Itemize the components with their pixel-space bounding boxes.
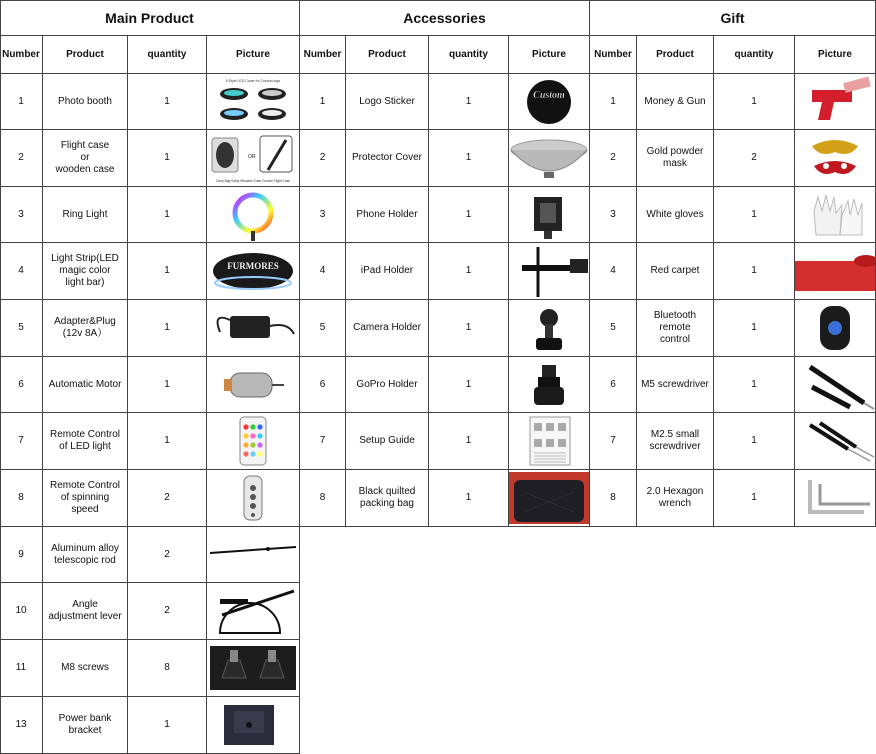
item-quantity: 1 <box>714 74 795 130</box>
item-number: 2 <box>0 130 43 187</box>
red-carpet-icon <box>795 245 876 297</box>
item-picture <box>795 243 876 300</box>
item-picture <box>207 583 300 640</box>
phone-holder-icon <box>509 189 590 241</box>
item-quantity: 1 <box>128 413 207 470</box>
item-number: 11 <box>0 640 43 697</box>
adapter-icon <box>208 302 298 354</box>
column-header: Picture <box>207 36 300 74</box>
gloves-icon <box>795 189 876 241</box>
setup-guide-icon <box>509 415 590 467</box>
item-picture <box>509 300 590 357</box>
item-picture <box>795 470 876 527</box>
item-picture <box>207 413 300 470</box>
item-picture <box>207 527 300 583</box>
telescopic-rod-icon <box>208 529 298 581</box>
hex-wrench-icon <box>795 472 876 524</box>
item-number: 3 <box>0 187 43 243</box>
item-picture <box>207 640 300 697</box>
item-number: 4 <box>0 243 43 300</box>
angle-lever-icon <box>208 585 298 637</box>
item-number: 8 <box>300 470 346 527</box>
item-quantity: 1 <box>128 74 207 130</box>
item-quantity: 1 <box>128 130 207 187</box>
item-quantity: 1 <box>429 300 509 357</box>
item-picture <box>795 300 876 357</box>
m8-screws-icon <box>208 642 298 694</box>
power-bank-bracket-icon <box>208 699 298 751</box>
item-number: 4 <box>590 243 637 300</box>
item-quantity: 1 <box>714 470 795 527</box>
item-picture <box>207 130 300 187</box>
item-number: 7 <box>590 413 637 470</box>
column-header: Product <box>43 36 128 74</box>
item-quantity: 2 <box>714 130 795 187</box>
light-strip-icon <box>208 245 298 297</box>
item-product: Flight case or wooden case <box>43 130 128 187</box>
item-number: 7 <box>300 413 346 470</box>
item-picture <box>795 74 876 130</box>
item-quantity: 2 <box>128 583 207 640</box>
section-title-gift: Gift <box>590 0 876 36</box>
money-gun-icon <box>795 76 876 128</box>
item-number: 6 <box>300 357 346 413</box>
item-picture <box>207 470 300 527</box>
item-number: 8 <box>590 470 637 527</box>
svg-text:FURMORES: FURMORES <box>227 261 279 271</box>
item-product: Phone Holder <box>346 187 429 243</box>
item-quantity: 1 <box>714 413 795 470</box>
item-quantity: 1 <box>714 357 795 413</box>
item-picture <box>207 357 300 413</box>
item-picture <box>509 470 590 527</box>
item-quantity: 1 <box>128 243 207 300</box>
item-product: Power bank bracket <box>43 697 128 754</box>
mask-icon <box>795 132 876 184</box>
item-product: White gloves <box>637 187 714 243</box>
item-quantity: 1 <box>714 300 795 357</box>
item-picture <box>207 74 300 130</box>
column-header: quantity <box>128 36 207 74</box>
item-picture <box>207 243 300 300</box>
item-quantity: 1 <box>128 357 207 413</box>
column-header: Number <box>300 36 346 74</box>
item-picture <box>207 300 300 357</box>
item-quantity: 1 <box>714 187 795 243</box>
column-header: Picture <box>509 36 590 74</box>
item-product: Light Strip(LED magic color light bar) <box>43 243 128 300</box>
column-header: Product <box>346 36 429 74</box>
item-product: iPad Holder <box>346 243 429 300</box>
motor-icon <box>208 359 298 411</box>
ring-light-icon <box>208 189 298 241</box>
item-quantity: 1 <box>429 74 509 130</box>
svg-text:Custom: Custom <box>533 89 565 101</box>
gopro-holder-icon <box>509 359 590 411</box>
section-title-accessories: Accessories <box>300 0 590 36</box>
svg-text:OR: OR <box>248 154 256 160</box>
item-quantity: 1 <box>429 470 509 527</box>
item-picture <box>509 187 590 243</box>
packing-bag-icon <box>509 472 590 524</box>
item-number: 2 <box>300 130 346 187</box>
item-number: 1 <box>300 74 346 130</box>
column-header: quantity <box>714 36 795 74</box>
item-product: Automatic Motor <box>43 357 128 413</box>
item-product: M8 screws <box>43 640 128 697</box>
column-header: Number <box>0 36 43 74</box>
photo-booth-icon <box>208 76 298 128</box>
item-number: 8 <box>0 470 43 527</box>
item-number: 1 <box>0 74 43 130</box>
item-product: Setup Guide <box>346 413 429 470</box>
item-picture <box>509 357 590 413</box>
item-quantity: 8 <box>128 640 207 697</box>
item-quantity: 1 <box>128 187 207 243</box>
item-quantity: 1 <box>429 187 509 243</box>
item-product: Protector Cover <box>346 130 429 187</box>
section-title-main: Main Product <box>0 0 300 36</box>
item-product: Logo Sticker <box>346 74 429 130</box>
item-quantity: 1 <box>429 413 509 470</box>
item-quantity: 1 <box>429 357 509 413</box>
item-number: 3 <box>590 187 637 243</box>
item-product: Photo booth <box>43 74 128 130</box>
cases-icon <box>208 132 298 184</box>
item-quantity: 1 <box>714 243 795 300</box>
item-number: 2 <box>590 130 637 187</box>
item-picture <box>207 697 300 754</box>
item-quantity: 1 <box>128 300 207 357</box>
item-product: M5 screwdriver <box>637 357 714 413</box>
protector-cover-icon <box>509 132 590 184</box>
picture-caption: 5 Style LED Cover for Custom logo <box>225 78 281 83</box>
item-quantity: 1 <box>429 130 509 187</box>
item-product: Camera Holder <box>346 300 429 357</box>
item-product: Aluminum alloy telescopic rod <box>43 527 128 583</box>
ipad-holder-icon <box>509 245 590 297</box>
screwdriver-icon <box>795 359 876 411</box>
column-header: Product <box>637 36 714 74</box>
item-number: 5 <box>590 300 637 357</box>
item-product: Adapter&Plug (12v 8A） <box>43 300 128 357</box>
item-product: Remote Control of LED light <box>43 413 128 470</box>
item-picture <box>795 187 876 243</box>
item-product: Red carpet <box>637 243 714 300</box>
item-picture <box>509 130 590 187</box>
led-remote-icon <box>208 415 298 467</box>
item-picture <box>795 357 876 413</box>
item-number: 4 <box>300 243 346 300</box>
item-product: Remote Control of spinning speed <box>43 470 128 527</box>
item-product: Ring Light <box>43 187 128 243</box>
item-number: 7 <box>0 413 43 470</box>
picture-caption: Carry Bag+Daily+Wooden Case Custom Flight Case <box>215 179 291 183</box>
item-quantity: 2 <box>128 527 207 583</box>
item-product: Money & Gun <box>637 74 714 130</box>
small-screwdriver-icon <box>795 415 876 467</box>
item-product: Angle adjustment lever <box>43 583 128 640</box>
item-picture <box>795 130 876 187</box>
item-number: 1 <box>590 74 637 130</box>
column-header: Number <box>590 36 637 74</box>
column-header: quantity <box>429 36 509 74</box>
item-product: M2.5 small screwdriver <box>637 413 714 470</box>
item-number: 5 <box>300 300 346 357</box>
item-product: 2.0 Hexagon wrench <box>637 470 714 527</box>
item-product: GoPro Holder <box>346 357 429 413</box>
item-picture <box>509 413 590 470</box>
item-quantity: 1 <box>429 243 509 300</box>
item-number: 3 <box>300 187 346 243</box>
item-picture <box>795 413 876 470</box>
column-header: Picture <box>795 36 876 74</box>
logo-sticker-icon <box>509 76 590 128</box>
bluetooth-remote-icon <box>795 302 876 354</box>
item-product: Bluetooth remote control <box>637 300 714 357</box>
spin-remote-icon <box>208 472 298 524</box>
item-product: Gold powder mask <box>637 130 714 187</box>
item-number: 10 <box>0 583 43 640</box>
camera-holder-icon <box>509 302 590 354</box>
item-number: 5 <box>0 300 43 357</box>
item-number: 9 <box>0 527 43 583</box>
item-number: 6 <box>0 357 43 413</box>
item-quantity: 1 <box>128 697 207 754</box>
item-quantity: 2 <box>128 470 207 527</box>
item-picture <box>509 243 590 300</box>
item-picture <box>509 74 590 130</box>
item-number: 13 <box>0 697 43 754</box>
item-picture <box>207 187 300 243</box>
item-product: Black quilted packing bag <box>346 470 429 527</box>
item-number: 6 <box>590 357 637 413</box>
